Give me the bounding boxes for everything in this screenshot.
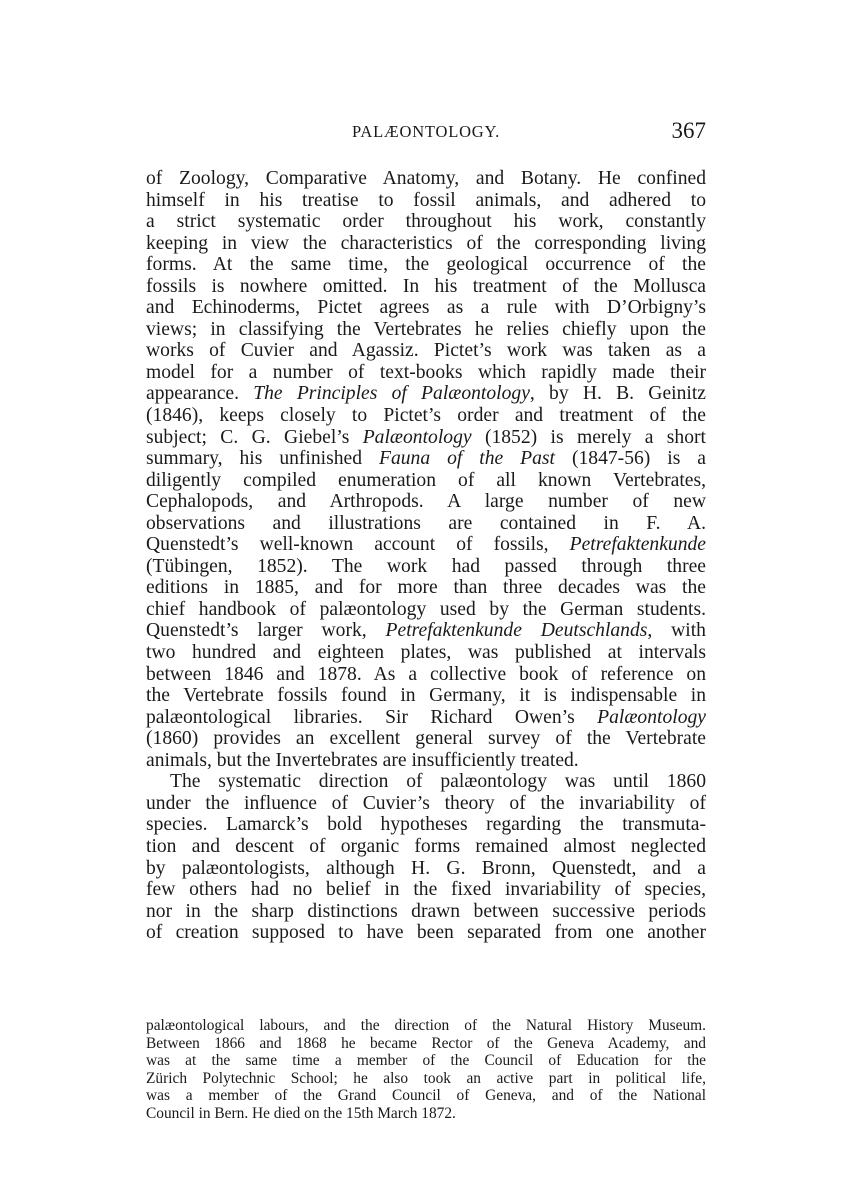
text-run: subject; C. G. Giebel’s	[146, 426, 363, 448]
text-line	[146, 814, 706, 836]
text-run: tion and descent of organic forms remained almost neglected	[146, 835, 706, 857]
running-title: PALÆONTOLOGY.	[351, 122, 501, 141]
text-run: observations and illustrations are contained in F. A.	[146, 512, 706, 534]
text-line	[146, 362, 706, 384]
text-run: keeping in view the characteristics of the corresponding living	[146, 232, 706, 254]
footnote-line: was a member of the Grand Council of Geneva, and of the National	[146, 1087, 706, 1105]
text-line	[146, 168, 706, 190]
text-run: , with	[647, 620, 706, 642]
text-line	[146, 901, 706, 923]
text-line	[146, 577, 706, 599]
text-line	[146, 858, 706, 880]
text-line	[146, 491, 706, 513]
text-line	[146, 470, 706, 492]
footnote-line: Between 1866 and 1868 he became Rector of the Geneva Academy, and	[146, 1034, 706, 1052]
text-line	[146, 448, 706, 470]
text-run: (1852) is merely a short	[471, 426, 706, 448]
page-header	[146, 118, 706, 148]
text-run: and Echinoderms, Pictet agrees as a rule with D’Orbigny’s	[146, 297, 706, 319]
text-run: (1860) provides an excellent general survey of the Vertebrate	[146, 728, 706, 750]
text-run: views; in classifying the Vertebrates he relies chiefly upon the	[146, 318, 706, 340]
footnote-line: Council in Bern. He died on the 15th March 1872.	[146, 1104, 456, 1122]
text-line	[146, 556, 706, 578]
text-line	[146, 685, 706, 707]
text-line	[146, 793, 706, 815]
main-text	[146, 168, 706, 944]
text-run: few others had no belief in the fixed invariability of species,	[146, 879, 706, 901]
footnote-line: palæontological labours, and the direction of the Natural History Museum.	[146, 1017, 706, 1034]
text-line	[146, 836, 706, 858]
italic-title: Palæontology	[597, 706, 706, 728]
text-line	[146, 383, 706, 405]
text-run: model for a number of text-books which rapidly made their	[146, 361, 706, 383]
text-run: fossils is nowhere omitted. In his treatment of the Mollusca	[146, 275, 706, 297]
text-run: a strict systematic order throughout his work, constantly	[146, 211, 706, 233]
text-line	[146, 513, 706, 535]
text-run: by palæontologists, although H. G. Bronn, Quenstedt, and a	[146, 857, 706, 879]
text-line	[146, 879, 706, 901]
text-run: animals, but the Invertebrates are insufficiently treated.	[146, 749, 579, 771]
text-run: of Zoology, Comparative Anatomy, and Botany. He confined	[146, 168, 706, 189]
text-run: himself in his treatise to fossil animals, and adhered to	[146, 189, 706, 211]
text-line	[146, 707, 706, 729]
text-run: forms. At the same time, the geological occurrence of the	[146, 254, 706, 276]
text-run: The systematic direction of palæontology was until 1860	[170, 771, 706, 793]
text-run: diligently compiled enumeration of all known Vertebrates,	[146, 469, 706, 491]
text-run: of creation supposed to have been separated from one another	[146, 922, 706, 944]
text-line	[146, 297, 706, 319]
text-run: two hundred and eighteen plates, was published at intervals	[146, 642, 706, 664]
text-line	[146, 771, 706, 793]
italic-title: Petrefaktenkunde Deutschlands	[385, 620, 648, 642]
italic-title: Palæontology	[362, 426, 472, 448]
text-line	[146, 664, 706, 686]
text-run: editions in 1885, and for more than three decades was the	[146, 577, 706, 599]
italic-title: Fauna of the Past	[378, 448, 556, 470]
footnote-line: was at the same time a member of the Council of Education for the	[146, 1052, 706, 1070]
text-line	[146, 599, 706, 621]
text-run: appearance.	[146, 383, 254, 405]
text-line	[146, 642, 706, 664]
page-number: 367	[671, 118, 706, 143]
text-run: summary, his unfinished	[146, 448, 379, 470]
text-run: between 1846 and 1878. As a collective book of reference on	[146, 663, 706, 685]
text-line	[146, 211, 706, 233]
text-line	[146, 319, 706, 341]
text-line	[146, 254, 706, 276]
text-line	[146, 340, 706, 362]
text-run: palæontological libraries. Sir Richard Owen’s	[146, 706, 598, 728]
text-run: nor in the sharp distinctions drawn between successive periods	[146, 900, 706, 922]
text-run: Cephalopods, and Arthropods. A large number of new	[146, 491, 706, 513]
text-line	[146, 190, 706, 212]
text-line	[146, 427, 706, 449]
text-run: , by H. B. Geinitz	[529, 383, 706, 405]
text-run: works of Cuvier and Agassiz. Pictet’s work was taken as a	[146, 340, 706, 362]
text-run: chief handbook of palæontology used by the German students.	[146, 598, 706, 620]
italic-title: The Principles of Palæontology	[253, 383, 530, 405]
text-run: Quenstedt’s well-known account of fossils,	[146, 534, 570, 556]
text-run: (1847-56) is a	[555, 448, 706, 470]
footnote	[146, 1017, 706, 1123]
text-run: the Vertebrate fossils found in Germany, it is indispensable in	[146, 685, 706, 707]
text-line	[146, 922, 706, 944]
text-run: (Tübingen, 1852). The work had passed through three	[146, 555, 706, 577]
text-line	[146, 276, 706, 298]
text-line	[146, 534, 706, 556]
footnote-line: Zürich Polytechnic School; he also took an active part in political life,	[146, 1069, 706, 1087]
text-line	[146, 728, 706, 750]
text-line	[146, 750, 706, 772]
text-run: (1846), keeps closely to Pictet’s order and treatment of the	[146, 405, 706, 427]
text-run: under the influence of Cuvier’s theory of the invariability of	[146, 792, 706, 814]
italic-title: Petrefaktenkunde	[569, 534, 706, 556]
text-line	[146, 620, 706, 642]
text-line	[146, 233, 706, 255]
text-run: species. Lamarck’s bold hypotheses regarding the transmuta-	[146, 814, 706, 836]
text-run: Quenstedt’s larger work,	[146, 620, 386, 642]
text-line	[146, 405, 706, 427]
